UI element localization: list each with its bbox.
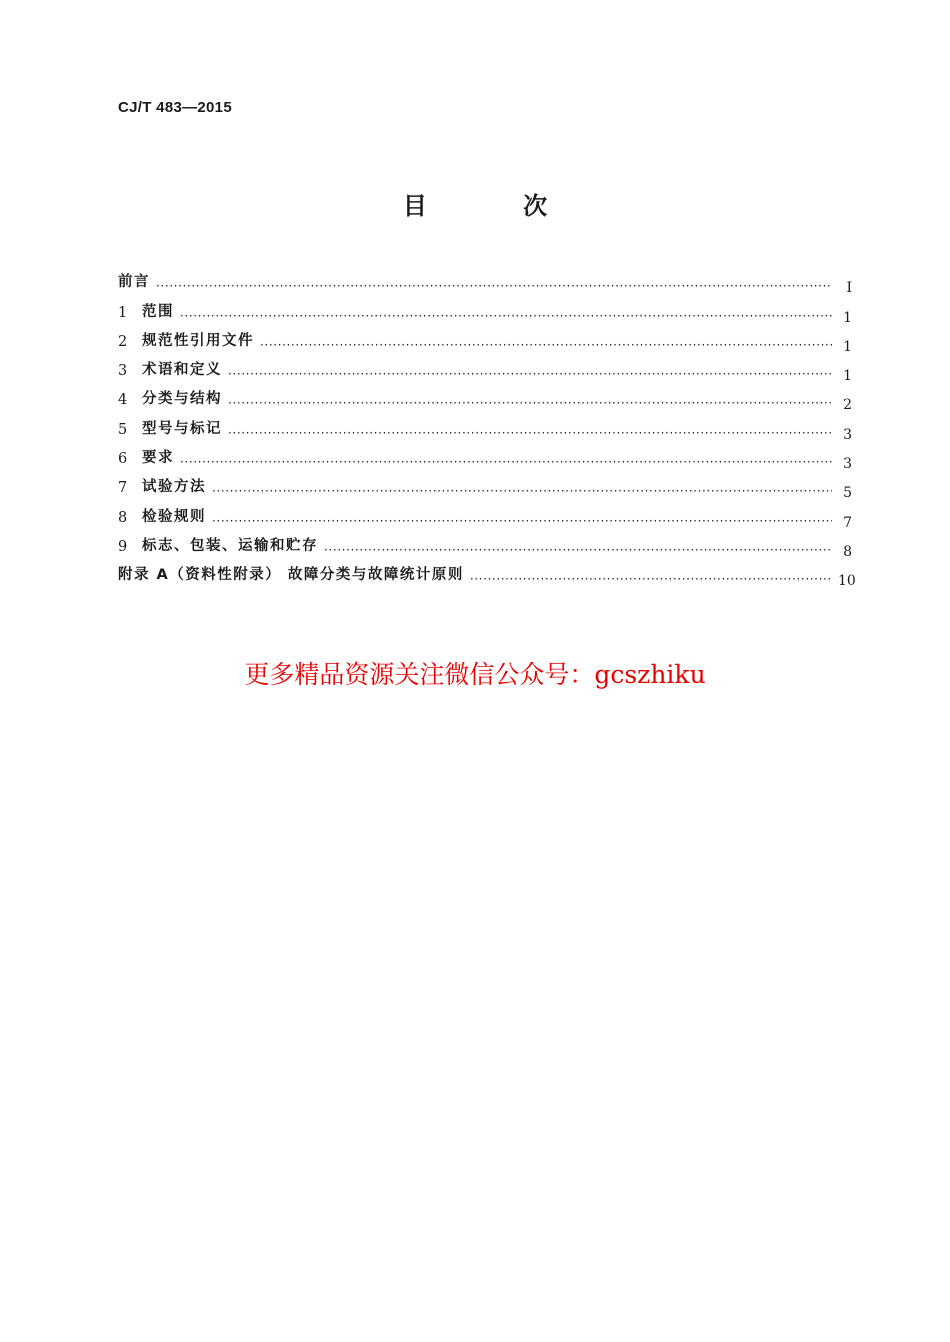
table-of-contents <box>118 262 856 590</box>
toc-leader-dots <box>180 305 832 321</box>
toc-entry-page: 2 <box>843 397 852 414</box>
toc-leader-dots <box>180 451 832 467</box>
toc-entry-number: 5 <box>118 421 128 438</box>
toc-entry-page: I <box>846 280 852 297</box>
toc-entry-number: 8 <box>118 509 128 526</box>
toc-entry-label: 术语和定义 <box>142 362 222 379</box>
toc-entry-label: 范围 <box>142 303 174 320</box>
toc-entry-label: 分类与结构 <box>142 391 222 408</box>
toc-leader-dots <box>228 363 832 379</box>
toc-entry-2[interactable] <box>118 321 852 355</box>
toc-entry-3[interactable] <box>118 350 852 385</box>
toc-leader-dots <box>260 334 832 350</box>
toc-leader-dots <box>156 275 832 291</box>
toc-entry-6[interactable] <box>118 438 852 473</box>
toc-entry-number: 4 <box>118 392 128 409</box>
toc-leader-dots <box>470 568 832 584</box>
toc-leader-dots <box>212 510 832 526</box>
toc-entry-label: 前言 <box>118 274 150 291</box>
toc-entry-number: 6 <box>118 451 128 468</box>
toc-entry-label: 标志、包装、运输和贮存 <box>142 537 318 554</box>
toc-entry-page: 5 <box>843 485 852 502</box>
toc-entry-page: 8 <box>843 543 852 560</box>
toc-entry-page: 3 <box>843 456 852 473</box>
promo-text: 更多精品资源关注微信公众号：gcszhiku <box>244 660 706 689</box>
toc-entry-label: 检验规则 <box>142 508 206 525</box>
toc-entry-page: 1 <box>843 338 852 355</box>
toc-entry-annex-a[interactable] <box>118 555 856 590</box>
toc-entry-number: 9 <box>118 538 128 555</box>
toc-entry-4[interactable] <box>118 379 852 414</box>
toc-entry-number: 2 <box>118 333 128 350</box>
standard-code: CJ/T 483—2015 <box>118 99 232 116</box>
toc-entry-page: 3 <box>843 426 852 443</box>
toc-leader-dots <box>324 539 832 555</box>
toc-entry-9[interactable] <box>118 526 852 560</box>
toc-entry-page: 10 <box>838 573 856 590</box>
toc-entry-number: 7 <box>118 480 128 497</box>
toc-entry-number: 3 <box>118 363 128 380</box>
toc-entry-label: 规范性引用文件 <box>142 332 254 349</box>
toc-entry-label: 试验方法 <box>142 479 206 496</box>
toc-entry-label: 要求 <box>142 450 174 467</box>
toc-entry-page: 1 <box>843 368 852 385</box>
toc-entry-5[interactable] <box>118 408 852 443</box>
toc-entry-page: 1 <box>843 309 852 326</box>
toc-entry-label: 型号与标记 <box>142 420 222 437</box>
toc-entry-page: 7 <box>843 514 852 531</box>
toc-leader-dots <box>228 392 832 408</box>
page-title: 目 次 <box>402 192 592 220</box>
toc-entry-7[interactable] <box>118 467 852 502</box>
toc-entry-number: 1 <box>118 304 128 321</box>
toc-entry-foreword[interactable] <box>118 262 852 297</box>
toc-leader-dots <box>212 480 832 496</box>
toc-entry-8[interactable] <box>118 496 852 531</box>
toc-leader-dots <box>228 422 832 438</box>
toc-entry-1[interactable] <box>118 291 852 326</box>
toc-entry-label: 附录 A（资料性附录） 故障分类与故障统计原则 <box>118 567 464 584</box>
